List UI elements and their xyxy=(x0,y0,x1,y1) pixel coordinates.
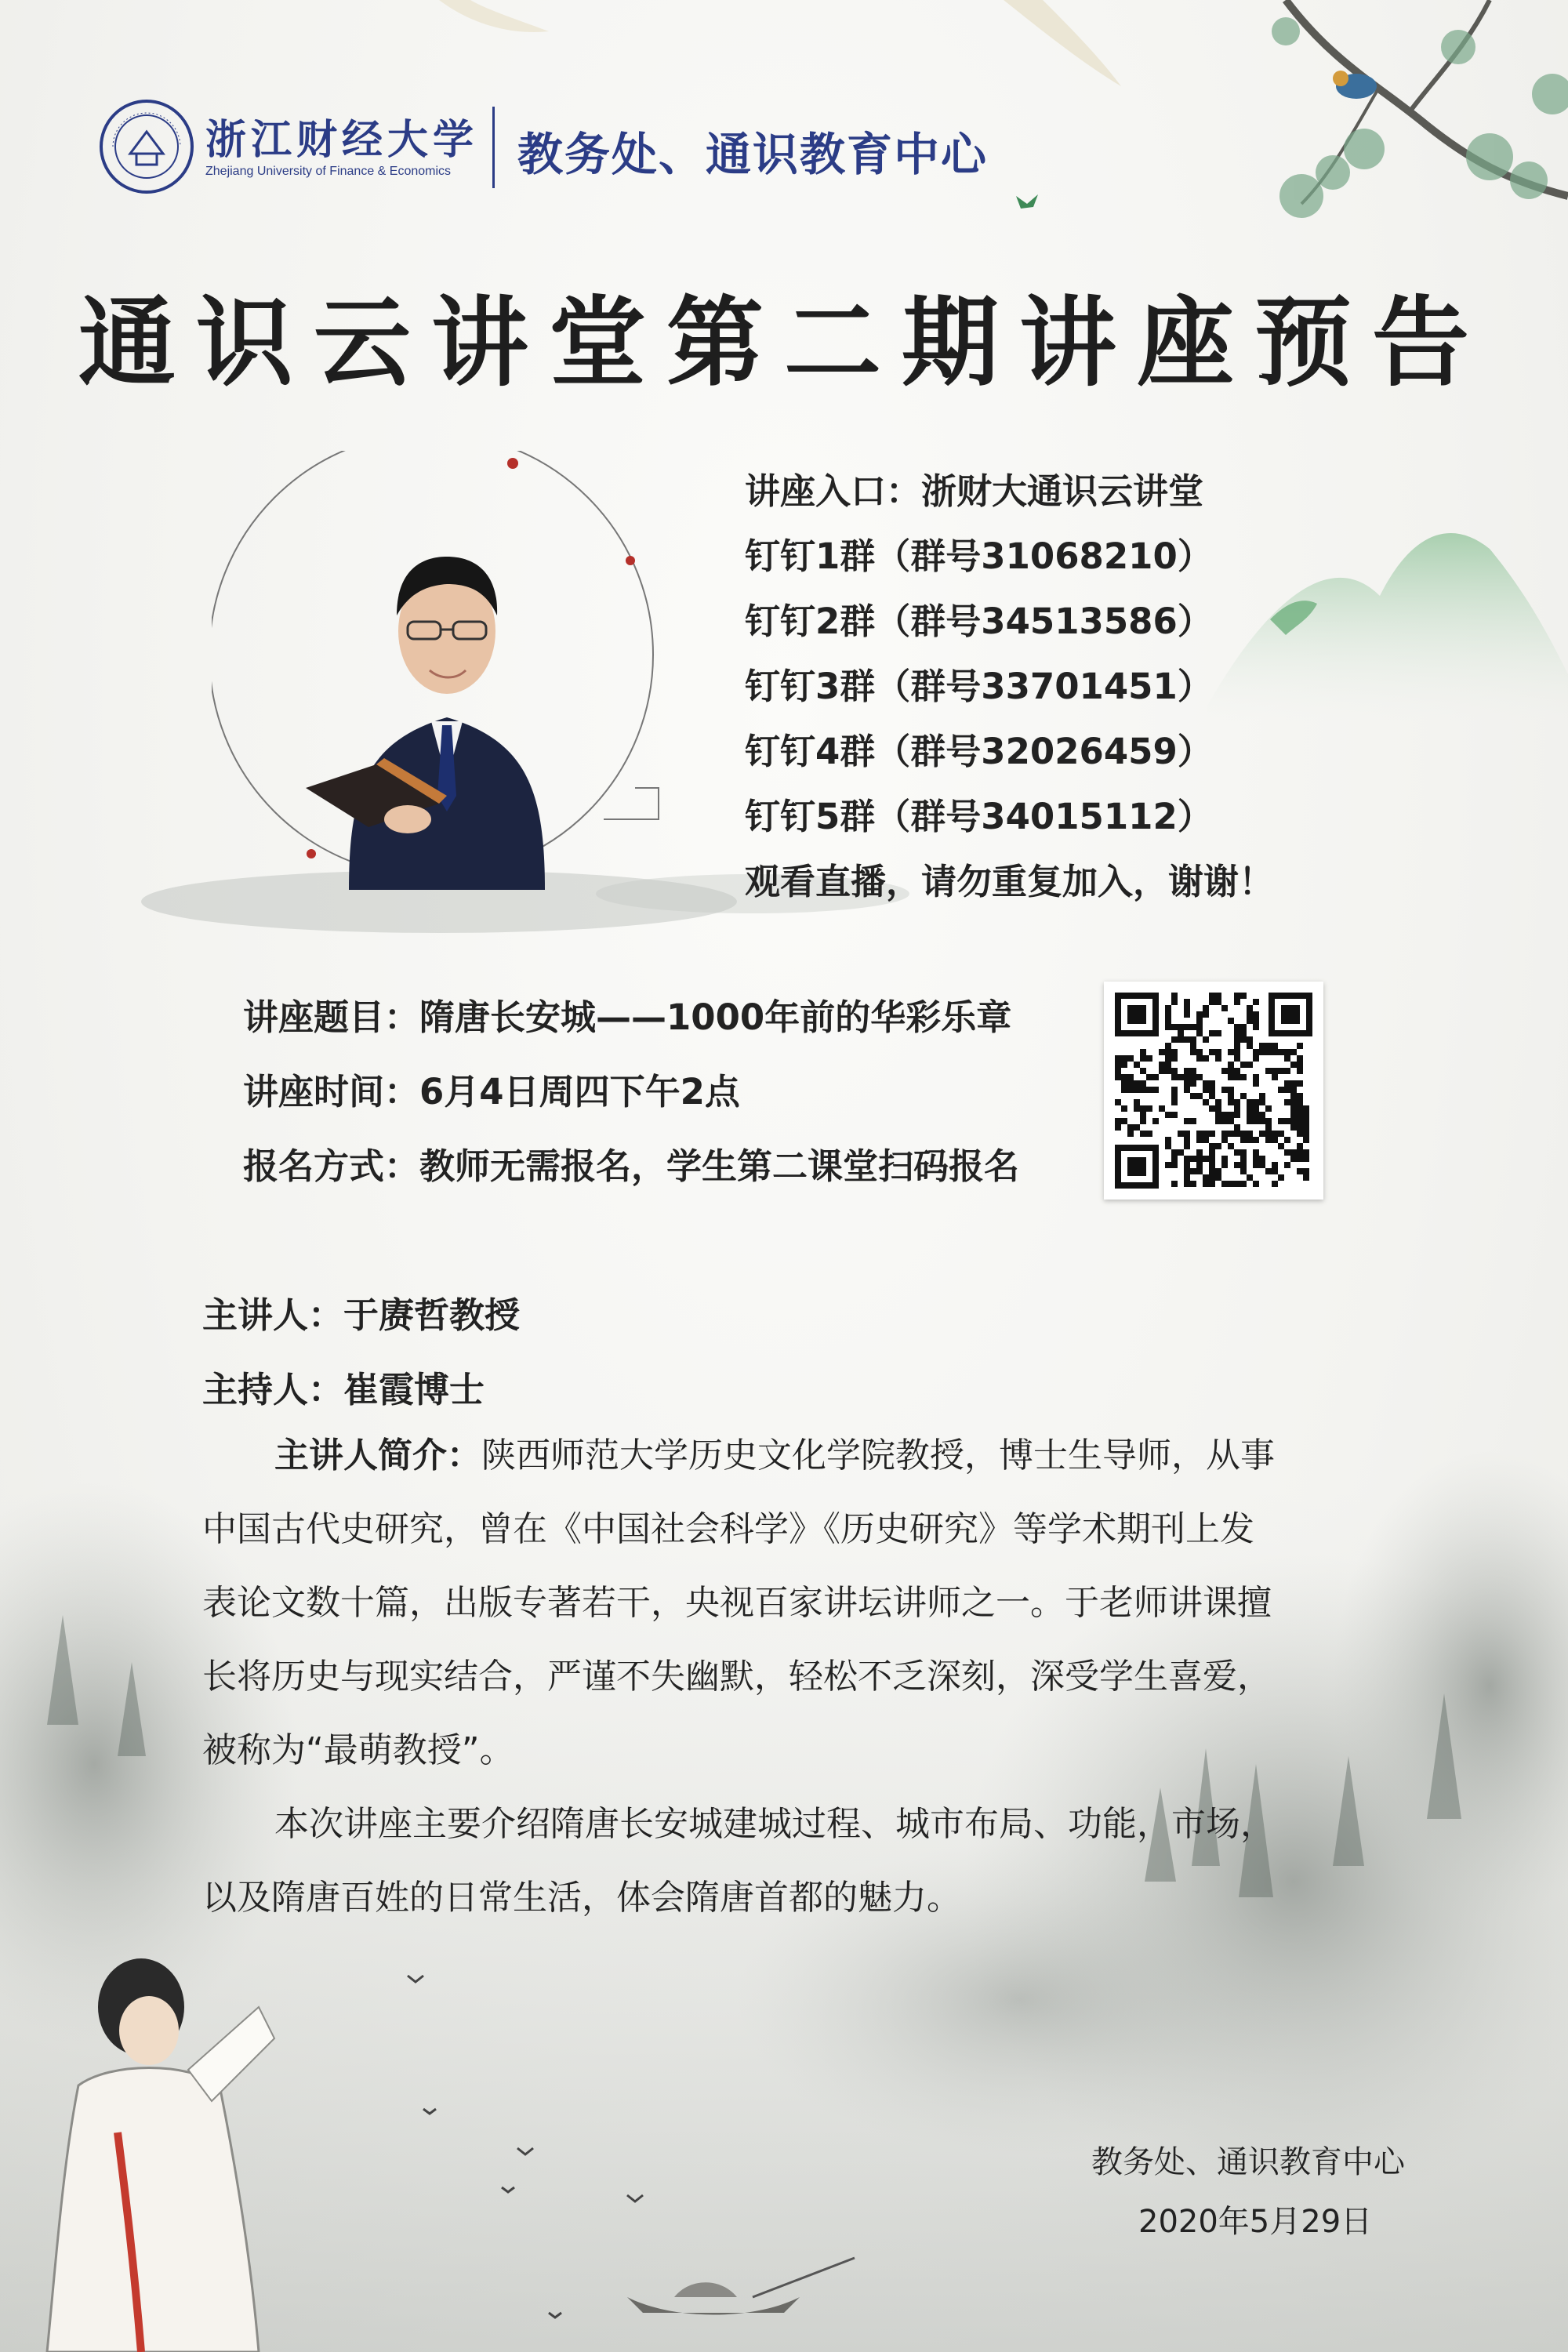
entry-notice: 观看直播，请勿重复加入，谢谢！ xyxy=(745,861,1275,902)
dingtalk-group-1: 钉钉1群（群号31068210） xyxy=(745,535,1213,577)
lecture-summary-line: 以及隋唐百姓的日常生活，体会隋唐首都的魅力。 xyxy=(202,1878,961,1918)
dingtalk-group-4: 钉钉4群（群号32026459） xyxy=(745,731,1213,772)
footer-date: 2020年5月29日 xyxy=(1138,2204,1373,2240)
speaker-portrait xyxy=(212,451,666,890)
lecture-details xyxy=(243,980,1105,1203)
dingtalk-group-5: 钉钉5群（群号34015112） xyxy=(745,796,1213,837)
intro-line: 中国古代史研究，曾在《中国社会科学》《历史研究》等学术期刊上发 xyxy=(202,1509,1254,1549)
university-name-en: Zhejiang University of Finance & Economics xyxy=(205,165,452,178)
entry-line: 讲座入口：浙财大通识云讲堂 xyxy=(745,470,1204,512)
lecture-time: 讲座时间：6月4日周四下午2点 xyxy=(243,1071,740,1112)
poster-title: 通识云讲堂第二期讲座预告 xyxy=(78,286,1490,400)
dingtalk-group-2: 钉钉2群（群号34513586） xyxy=(745,601,1213,642)
footer-org: 教务处、通识教育中心 xyxy=(1091,2144,1405,2180)
registration-qr-code[interactable] xyxy=(1104,982,1323,1200)
footer xyxy=(1019,2132,1568,2252)
lecture-summary-line: 本次讲座主要介绍隋唐长安城建城过程、城市布局、功能，市场， xyxy=(274,1804,1275,1844)
speaker-introduction xyxy=(202,1419,1378,1935)
host: 主持人：崔霞博士 xyxy=(202,1369,485,1410)
intro-line: 被称为“最萌教授”。 xyxy=(202,1730,514,1770)
dingtalk-group-3: 钉钉3群（群号33701451） xyxy=(745,666,1213,707)
presenter: 主讲人：于赓哲教授 xyxy=(202,1294,521,1336)
intro-label: 主讲人简介： xyxy=(274,1436,481,1475)
speaker-info xyxy=(202,1278,1378,1427)
intro-first-line xyxy=(202,1419,1378,1493)
header-divider xyxy=(492,107,495,188)
lecture-entry-info xyxy=(745,459,1529,914)
department-name: 教务处、通识教育中心 xyxy=(517,128,989,181)
intro-line: 长将历史与现实结合，严谨不失幽默，轻松不乏深刻，深受学生喜爱， xyxy=(202,1657,1272,1697)
intro-first-text: 陕西师范大学历史文化学院教授，博士生导师，从事 xyxy=(481,1436,1275,1475)
university-seal-logo xyxy=(99,99,194,194)
intro-line: 表论文数十篇，出版专著若干，央视百家讲坛讲师之一。于老师讲课擅 xyxy=(202,1583,1272,1623)
university-name-cn: 浙江财经大学 xyxy=(205,116,479,164)
lecture-topic: 讲座题目：隋唐长安城——1000年前的华彩乐章 xyxy=(243,996,1012,1038)
lecture-registration: 报名方式：教师无需报名，学生第二课堂扫码报名 xyxy=(243,1145,1020,1187)
